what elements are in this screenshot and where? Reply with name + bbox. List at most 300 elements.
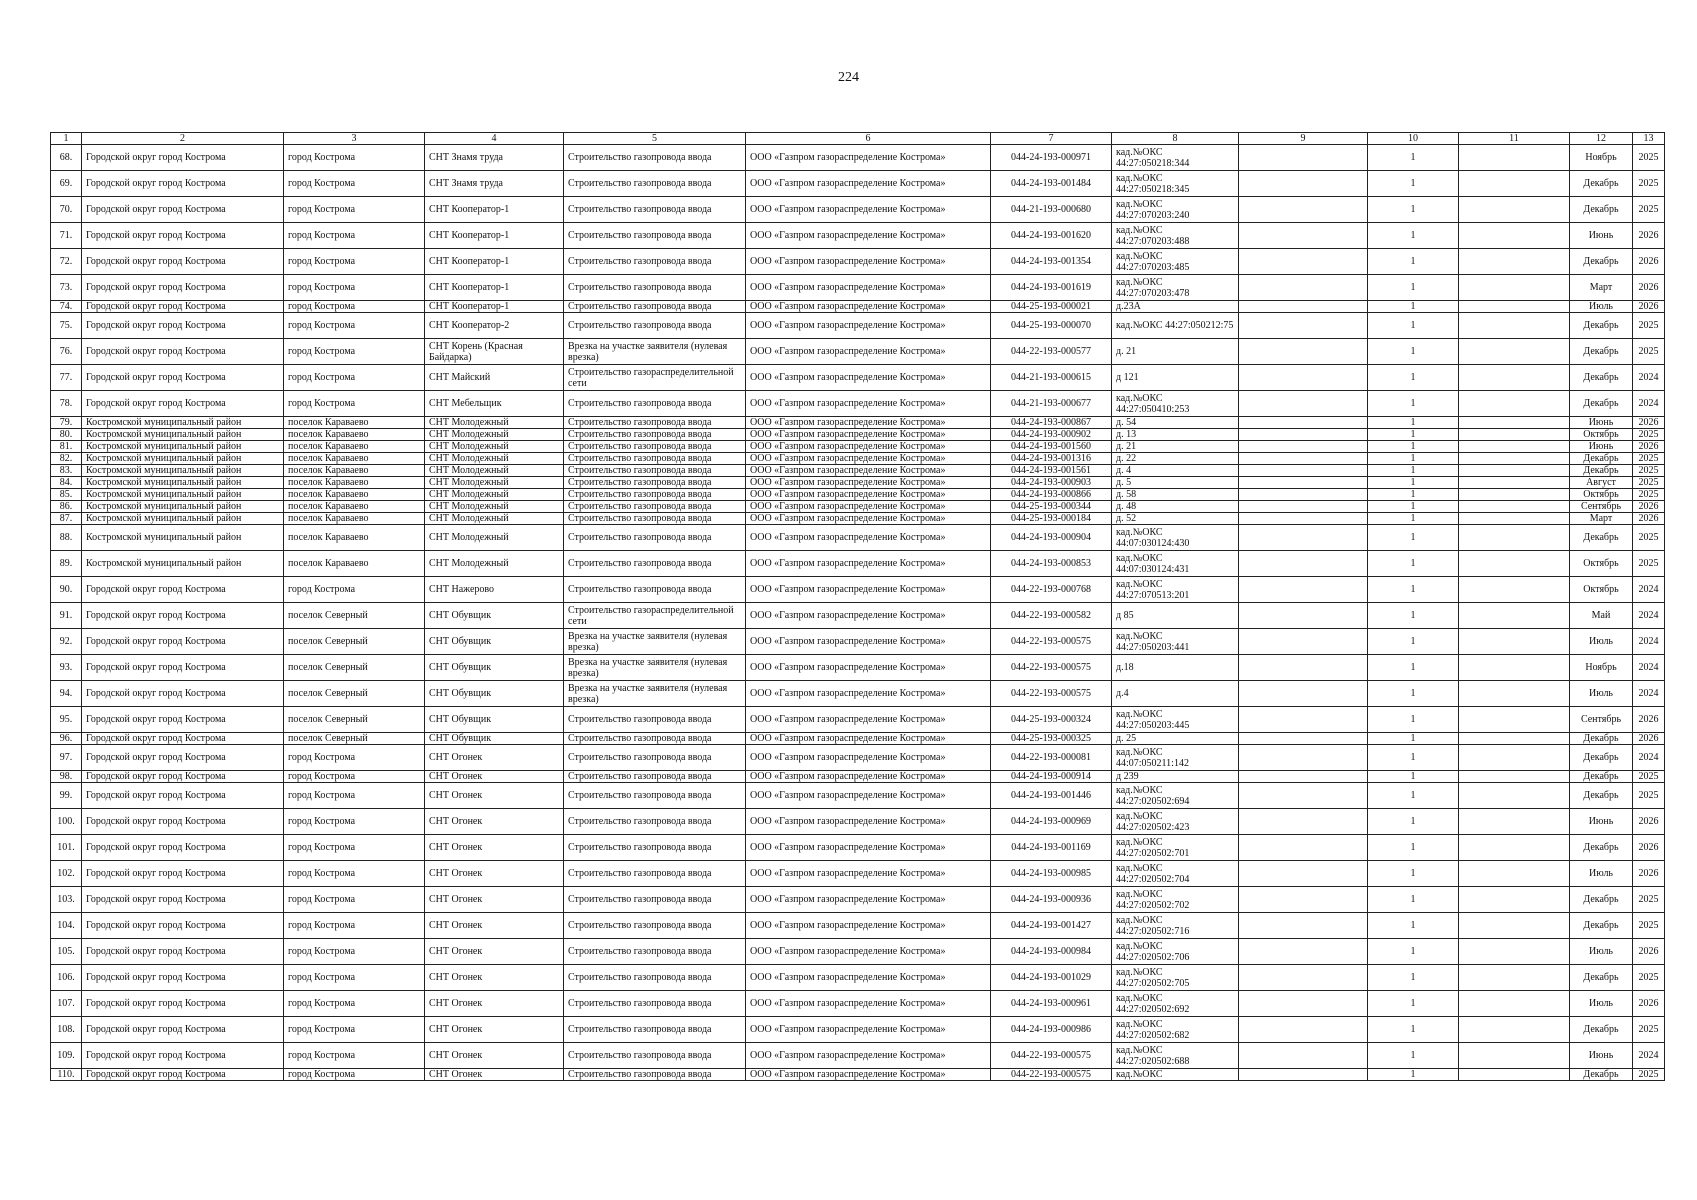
address-cell: д. 21 [1112,339,1239,365]
application-code-cell: 044-24-193-000971 [991,145,1112,171]
snt-cell: СНТ Молодежный [425,477,564,489]
col9-cell [1239,465,1368,477]
month-cell: Декабрь [1570,733,1633,745]
year-cell: 2024 [1633,1043,1665,1069]
table-row [51,453,1665,465]
snt-cell: СНТ Кооператор-2 [425,313,564,339]
month-cell: Декабрь [1570,313,1633,339]
organization-cell: ООО «Газпром газораспределение Кострома» [746,301,991,313]
locality-cell: город Кострома [284,391,425,417]
table-row [51,965,1665,991]
month-cell: Декабрь [1570,391,1633,417]
table-row [51,655,1665,681]
locality-cell: город Кострома [284,365,425,391]
quantity-cell: 1 [1368,453,1459,465]
organization-cell: ООО «Газпром газораспределение Кострома» [746,551,991,577]
application-code-cell: 044-24-193-000914 [991,771,1112,783]
quantity-cell: 1 [1368,939,1459,965]
work-type-cell: Строительство газопровода ввода [564,391,746,417]
address-cell: кад.№ОКС 44:27:050203:445 [1112,707,1239,733]
table-row [51,171,1665,197]
organization-cell: ООО «Газпром газораспределение Кострома» [746,313,991,339]
organization-cell: ООО «Газпром газораспределение Кострома» [746,391,991,417]
column-header-13: 13 [1633,133,1665,145]
col11-cell [1459,887,1570,913]
col11-cell [1459,477,1570,489]
snt-cell: СНТ Обувщик [425,629,564,655]
table-row [51,223,1665,249]
work-type-cell: Строительство газопровода ввода [564,275,746,301]
work-type-cell: Строительство газопровода ввода [564,861,746,887]
col9-cell [1239,489,1368,501]
quantity-cell: 1 [1368,913,1459,939]
year-cell: 2024 [1633,603,1665,629]
col9-cell [1239,783,1368,809]
col9-cell [1239,1017,1368,1043]
row-number: 106. [51,965,82,991]
municipality-cell: Костромской муниципальный район [82,513,284,525]
address-cell: кад.№ОКС 44:27:020502:706 [1112,939,1239,965]
col11-cell [1459,513,1570,525]
application-code-cell: 044-24-193-000936 [991,887,1112,913]
application-code-cell: 044-24-193-000853 [991,551,1112,577]
organization-cell: ООО «Газпром газораспределение Кострома» [746,197,991,223]
table-row [51,477,1665,489]
table-row [51,145,1665,171]
year-cell: 2025 [1633,477,1665,489]
row-number: 87. [51,513,82,525]
application-code-cell: 044-22-193-000577 [991,339,1112,365]
year-cell: 2024 [1633,577,1665,603]
application-code-cell: 044-22-193-000081 [991,745,1112,771]
year-cell: 2025 [1633,783,1665,809]
work-type-cell: Врезка на участке заявителя (нулевая врезка) [564,339,746,365]
work-type-cell: Строительство газопровода ввода [564,477,746,489]
row-number: 78. [51,391,82,417]
col11-cell [1459,655,1570,681]
col11-cell [1459,489,1570,501]
col9-cell [1239,171,1368,197]
col11-cell [1459,223,1570,249]
organization-cell: ООО «Газпром газораспределение Кострома» [746,783,991,809]
application-code-cell: 044-24-193-000985 [991,861,1112,887]
municipality-cell: Городской округ город Кострома [82,365,284,391]
year-cell: 2024 [1633,745,1665,771]
col11-cell [1459,453,1570,465]
application-code-cell: 044-25-193-000184 [991,513,1112,525]
year-cell: 2026 [1633,301,1665,313]
month-cell: Декабрь [1570,1069,1633,1081]
municipality-cell: Городской округ город Кострома [82,629,284,655]
snt-cell: СНТ Огонек [425,745,564,771]
address-cell: д 121 [1112,365,1239,391]
col9-cell [1239,681,1368,707]
month-cell: Июнь [1570,809,1633,835]
municipality-cell: Городской округ город Кострома [82,861,284,887]
work-type-cell: Строительство газопровода ввода [564,887,746,913]
table-row [51,501,1665,513]
organization-cell: ООО «Газпром газораспределение Кострома» [746,603,991,629]
col11-cell [1459,313,1570,339]
table-row [51,301,1665,313]
address-cell: кад.№ОКС 44:27:020502:694 [1112,783,1239,809]
table-row [51,551,1665,577]
snt-cell: СНТ Знамя труда [425,145,564,171]
col9-cell [1239,1069,1368,1081]
col9-cell [1239,223,1368,249]
application-code-cell: 044-24-193-001029 [991,965,1112,991]
application-code-cell: 044-21-193-000615 [991,365,1112,391]
table-row [51,783,1665,809]
municipality-cell: Городской округ город Кострома [82,913,284,939]
row-number: 108. [51,1017,82,1043]
col11-cell [1459,365,1570,391]
locality-cell: город Кострома [284,249,425,275]
quantity-cell: 1 [1368,501,1459,513]
year-cell: 2025 [1633,465,1665,477]
table-row [51,835,1665,861]
municipality-cell: Городской округ город Кострома [82,223,284,249]
col9-cell [1239,365,1368,391]
row-number: 91. [51,603,82,629]
snt-cell: СНТ Огонек [425,991,564,1017]
row-number: 82. [51,453,82,465]
locality-cell: город Кострома [284,745,425,771]
month-cell: Май [1570,603,1633,629]
municipality-cell: Городской округ город Кострома [82,991,284,1017]
organization-cell: ООО «Газпром газораспределение Кострома» [746,275,991,301]
locality-cell: город Кострома [284,771,425,783]
snt-cell: СНТ Молодежный [425,513,564,525]
snt-cell: СНТ Обувщик [425,681,564,707]
row-number: 92. [51,629,82,655]
row-number: 103. [51,887,82,913]
organization-cell: ООО «Газпром газораспределение Кострома» [746,1069,991,1081]
application-code-cell: 044-24-193-001620 [991,223,1112,249]
address-cell: кад.№ОКС 44:27:070513:201 [1112,577,1239,603]
snt-cell: СНТ Кооператор-1 [425,197,564,223]
col9-cell [1239,913,1368,939]
work-type-cell: Строительство газопровода ввода [564,441,746,453]
col9-cell [1239,453,1368,465]
municipality-cell: Городской округ город Кострома [82,655,284,681]
locality-cell: город Кострома [284,861,425,887]
col9-cell [1239,391,1368,417]
locality-cell: город Кострома [284,887,425,913]
row-number: 110. [51,1069,82,1081]
quantity-cell: 1 [1368,313,1459,339]
municipality-cell: Городской округ город Кострома [82,339,284,365]
work-type-cell: Строительство газопровода ввода [564,465,746,477]
table-row [51,365,1665,391]
organization-cell: ООО «Газпром газораспределение Кострома» [746,417,991,429]
col11-cell [1459,809,1570,835]
snt-cell: СНТ Знамя труда [425,171,564,197]
row-number: 100. [51,809,82,835]
quantity-cell: 1 [1368,887,1459,913]
year-cell: 2025 [1633,551,1665,577]
col11-cell [1459,391,1570,417]
locality-cell: город Кострома [284,223,425,249]
organization-cell: ООО «Газпром газораспределение Кострома» [746,429,991,441]
col11-cell [1459,913,1570,939]
year-cell: 2025 [1633,197,1665,223]
col9-cell [1239,275,1368,301]
quantity-cell: 1 [1368,171,1459,197]
col11-cell [1459,417,1570,429]
locality-cell: поселок Караваево [284,501,425,513]
municipality-cell: Городской округ город Кострома [82,835,284,861]
col11-cell [1459,861,1570,887]
year-cell: 2025 [1633,913,1665,939]
month-cell: Декабрь [1570,771,1633,783]
month-cell: Сентябрь [1570,707,1633,733]
col9-cell [1239,301,1368,313]
month-cell: Октябрь [1570,429,1633,441]
row-number: 97. [51,745,82,771]
row-number: 72. [51,249,82,275]
locality-cell: город Кострома [284,1043,425,1069]
quantity-cell: 1 [1368,681,1459,707]
organization-cell: ООО «Газпром газораспределение Кострома» [746,939,991,965]
work-type-cell: Строительство газораспределительной сети [564,365,746,391]
row-number: 96. [51,733,82,745]
municipality-cell: Городской округ город Кострома [82,577,284,603]
locality-cell: город Кострома [284,835,425,861]
locality-cell: поселок Северный [284,629,425,655]
quantity-cell: 1 [1368,733,1459,745]
row-number: 98. [51,771,82,783]
address-cell: д. 21 [1112,441,1239,453]
table-row [51,1017,1665,1043]
snt-cell: СНТ Огонек [425,965,564,991]
address-cell: д 239 [1112,771,1239,783]
work-type-cell: Строительство газораспределительной сети [564,603,746,629]
municipality-cell: Городской округ город Кострома [82,887,284,913]
col11-cell [1459,145,1570,171]
year-cell: 2025 [1633,525,1665,551]
col11-cell [1459,771,1570,783]
work-type-cell: Строительство газопровода ввода [564,577,746,603]
table-row [51,339,1665,365]
year-cell: 2025 [1633,965,1665,991]
quantity-cell: 1 [1368,1069,1459,1081]
row-number: 69. [51,171,82,197]
work-type-cell: Строительство газопровода ввода [564,145,746,171]
month-cell: Декабрь [1570,1017,1633,1043]
table-row [51,809,1665,835]
application-code-cell: 044-24-193-001169 [991,835,1112,861]
table-row [51,707,1665,733]
organization-cell: ООО «Газпром газораспределение Кострома» [746,991,991,1017]
application-code-cell: 044-22-193-000575 [991,629,1112,655]
organization-cell: ООО «Газпром газораспределение Кострома» [746,453,991,465]
municipality-cell: Костромской муниципальный район [82,525,284,551]
municipality-cell: Городской округ город Кострома [82,145,284,171]
quantity-cell: 1 [1368,513,1459,525]
work-type-cell: Строительство газопровода ввода [564,809,746,835]
col9-cell [1239,809,1368,835]
month-cell: Декабрь [1570,197,1633,223]
work-type-cell: Строительство газопровода ввода [564,745,746,771]
table-row [51,745,1665,771]
organization-cell: ООО «Газпром газораспределение Кострома» [746,707,991,733]
locality-cell: поселок Караваево [284,429,425,441]
work-type-cell: Строительство газопровода ввода [564,783,746,809]
organization-cell: ООО «Газпром газораспределение Кострома» [746,365,991,391]
col11-cell [1459,441,1570,453]
application-code-cell: 044-22-193-000575 [991,681,1112,707]
col11-cell [1459,577,1570,603]
table-row [51,429,1665,441]
row-number: 105. [51,939,82,965]
organization-cell: ООО «Газпром газораспределение Кострома» [746,733,991,745]
work-type-cell: Врезка на участке заявителя (нулевая врезка) [564,655,746,681]
work-type-cell: Строительство газопровода ввода [564,417,746,429]
organization-cell: ООО «Газпром газораспределение Кострома» [746,171,991,197]
organization-cell: ООО «Газпром газораспределение Кострома» [746,1017,991,1043]
address-cell: кад.№ОКС 44:07:050211:142 [1112,745,1239,771]
column-header-1: 1 [51,133,82,145]
work-type-cell: Строительство газопровода ввода [564,707,746,733]
row-number: 102. [51,861,82,887]
col9-cell [1239,441,1368,453]
month-cell: Июль [1570,301,1633,313]
year-cell: 2025 [1633,1069,1665,1081]
col11-cell [1459,275,1570,301]
col11-cell [1459,835,1570,861]
locality-cell: город Кострома [284,939,425,965]
address-cell: д. 5 [1112,477,1239,489]
quantity-cell: 1 [1368,417,1459,429]
col11-cell [1459,733,1570,745]
work-type-cell: Строительство газопровода ввода [564,991,746,1017]
year-cell: 2026 [1633,249,1665,275]
application-code-cell: 044-24-193-000902 [991,429,1112,441]
quantity-cell: 1 [1368,965,1459,991]
month-cell: Декабрь [1570,453,1633,465]
address-cell: кад.№ОКС 44:27:070203:488 [1112,223,1239,249]
row-number: 86. [51,501,82,513]
table-row [51,441,1665,453]
row-number: 80. [51,429,82,441]
quantity-cell: 1 [1368,249,1459,275]
address-cell: кад.№ОКС 44:27:050203:441 [1112,629,1239,655]
snt-cell: СНТ Кооператор-1 [425,301,564,313]
organization-cell: ООО «Газпром газораспределение Кострома» [746,655,991,681]
row-number: 79. [51,417,82,429]
snt-cell: СНТ Молодежный [425,453,564,465]
column-header-4: 4 [425,133,564,145]
col9-cell [1239,965,1368,991]
address-cell: кад.№ОКС 44:27:020502:423 [1112,809,1239,835]
locality-cell: город Кострома [284,809,425,835]
snt-cell: СНТ Огонек [425,1017,564,1043]
municipality-cell: Городской округ город Кострома [82,301,284,313]
quantity-cell: 1 [1368,301,1459,313]
col9-cell [1239,1043,1368,1069]
month-cell: Декабрь [1570,339,1633,365]
address-cell: кад.№ОКС [1112,1069,1239,1081]
year-cell: 2026 [1633,991,1665,1017]
organization-cell: ООО «Газпром газораспределение Кострома» [746,489,991,501]
municipality-cell: Городской округ город Кострома [82,1069,284,1081]
application-code-cell: 044-24-193-000986 [991,1017,1112,1043]
organization-cell: ООО «Газпром газораспределение Кострома» [746,577,991,603]
application-code-cell: 044-24-193-000866 [991,489,1112,501]
year-cell: 2026 [1633,939,1665,965]
work-type-cell: Строительство газопровода ввода [564,525,746,551]
municipality-cell: Городской округ город Кострома [82,809,284,835]
col9-cell [1239,477,1368,489]
month-cell: Октябрь [1570,551,1633,577]
month-cell: Декабрь [1570,745,1633,771]
work-type-cell: Строительство газопровода ввода [564,197,746,223]
snt-cell: СНТ Молодежный [425,551,564,577]
month-cell: Ноябрь [1570,655,1633,681]
quantity-cell: 1 [1368,365,1459,391]
snt-cell: СНТ Обувщик [425,733,564,745]
month-cell: Июль [1570,991,1633,1017]
year-cell: 2025 [1633,771,1665,783]
municipality-cell: Городской округ город Кострома [82,733,284,745]
application-code-cell: 044-24-193-001560 [991,441,1112,453]
work-type-cell: Строительство газопровода ввода [564,223,746,249]
quantity-cell: 1 [1368,339,1459,365]
snt-cell: СНТ Молодежный [425,417,564,429]
address-cell: кад.№ОКС 44:27:070203:478 [1112,275,1239,301]
page-number: 224 [838,70,859,85]
address-cell: д. 48 [1112,501,1239,513]
quantity-cell: 1 [1368,477,1459,489]
locality-cell: поселок Караваево [284,513,425,525]
snt-cell: СНТ Огонек [425,887,564,913]
row-number: 104. [51,913,82,939]
municipality-cell: Городской округ город Кострома [82,171,284,197]
address-cell: кад.№ОКС 44:27:020502:705 [1112,965,1239,991]
col11-cell [1459,197,1570,223]
address-cell: д. 13 [1112,429,1239,441]
col11-cell [1459,707,1570,733]
col9-cell [1239,551,1368,577]
table-row [51,1069,1665,1081]
snt-cell: СНТ Огонек [425,913,564,939]
locality-cell: поселок Караваево [284,525,425,551]
application-code-cell: 044-24-193-001484 [991,171,1112,197]
row-number: 77. [51,365,82,391]
snt-cell: СНТ Обувщик [425,603,564,629]
snt-cell: СНТ Молодежный [425,441,564,453]
month-cell: Июнь [1570,1043,1633,1069]
row-number: 99. [51,783,82,809]
municipality-cell: Городской округ город Кострома [82,391,284,417]
row-number: 93. [51,655,82,681]
year-cell: 2026 [1633,861,1665,887]
quantity-cell: 1 [1368,655,1459,681]
quantity-cell: 1 [1368,551,1459,577]
snt-cell: СНТ Молодежный [425,501,564,513]
month-cell: Декабрь [1570,525,1633,551]
locality-cell: город Кострома [284,171,425,197]
col11-cell [1459,501,1570,513]
month-cell: Март [1570,513,1633,525]
work-type-cell: Врезка на участке заявителя (нулевая врезка) [564,629,746,655]
year-cell: 2026 [1633,733,1665,745]
row-number: 81. [51,441,82,453]
row-number: 75. [51,313,82,339]
application-code-cell: 044-21-193-000677 [991,391,1112,417]
municipality-cell: Городской округ город Кострома [82,745,284,771]
